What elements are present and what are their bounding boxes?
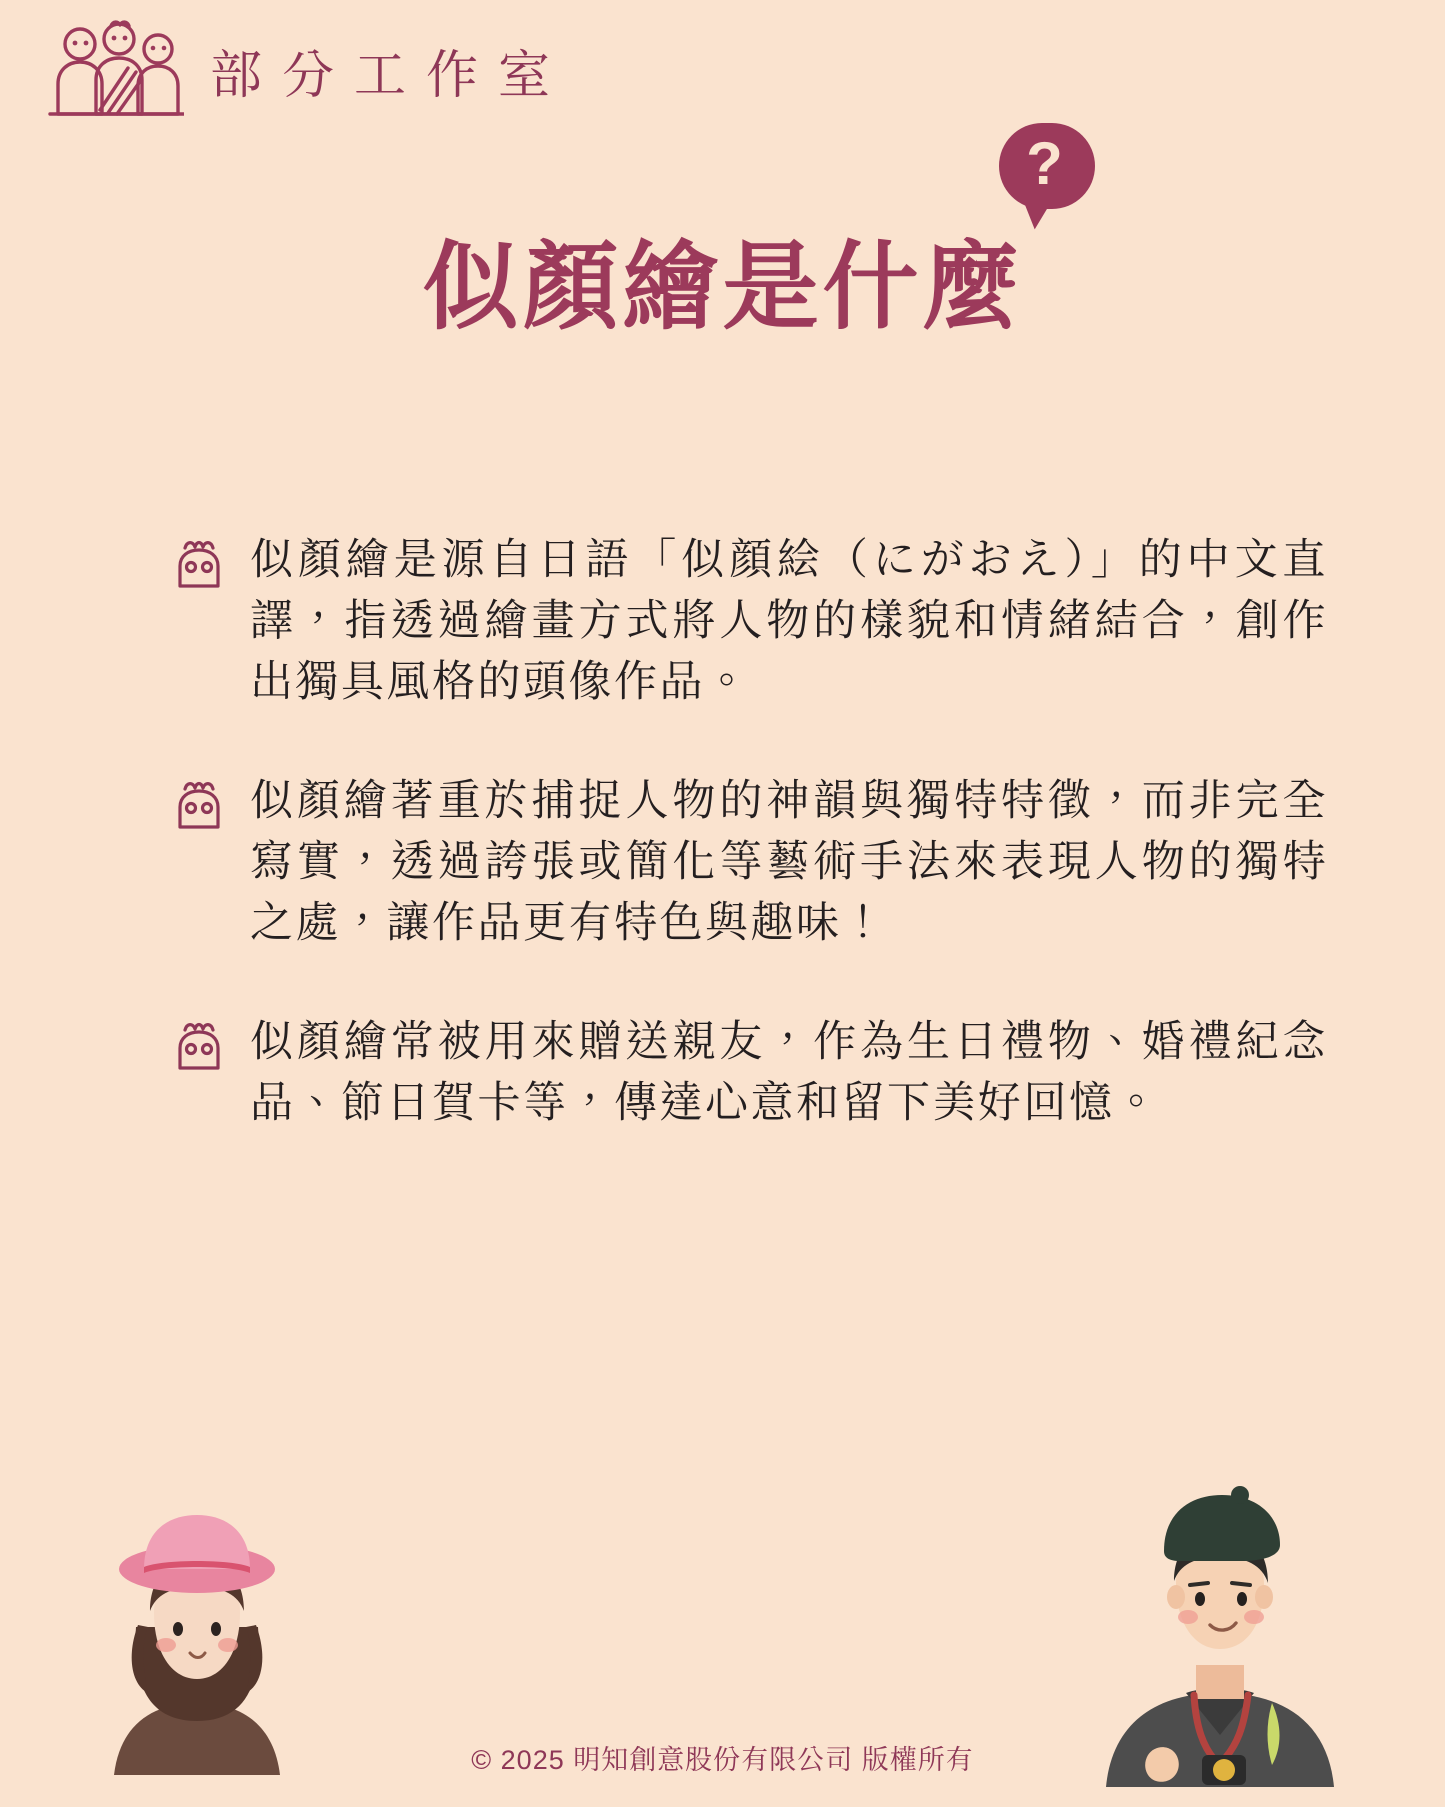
crown-face-bullet-icon — [168, 777, 230, 839]
list-item — [168, 771, 1328, 954]
title-block — [0, 130, 1445, 341]
list-item — [168, 1012, 1328, 1134]
list-item-text: 似顏繪是源自日語「似顔絵（にがおえ）」的中文直譯，指透過繪畫方式將人物的樣貌和情緒結合，創作出獨具風格的頭像作品。 — [250, 536, 1328, 707]
list-item-text: 似顏繪著重於捕捉人物的神韻與獨特特徵，而非完全寫實，透過誇張或簡化等藝術手法來表現人物的獨特之處，讓作品更有特色與趣味！ — [250, 777, 1328, 948]
bullet-list — [168, 530, 1328, 1192]
list-item — [168, 530, 1328, 713]
copyright-footer: © 2025 明知創意股份有限公司 版權所有 — [471, 1745, 974, 1775]
page-title — [422, 130, 1067, 341]
question-mark-label: ? — [1026, 130, 1067, 197]
crown-face-bullet-icon — [168, 1018, 230, 1080]
studio-people-logo-icon — [34, 18, 184, 123]
list-item-text: 似顏繪常被用來贈送親友，作為生日禮物、婚禮紀念品、節日賀卡等，傳達心意和留下美好回憶。 — [250, 1018, 1328, 1128]
question-speech-bubble-icon — [999, 123, 1095, 209]
crown-face-bullet-icon — [168, 536, 230, 598]
girl-with-pink-hat-illustration — [92, 1507, 302, 1777]
page-header — [34, 18, 570, 123]
brand-title: 部分工作室 — [210, 47, 571, 105]
page-title-text: 似顏繪是什麼 — [422, 234, 1023, 341]
